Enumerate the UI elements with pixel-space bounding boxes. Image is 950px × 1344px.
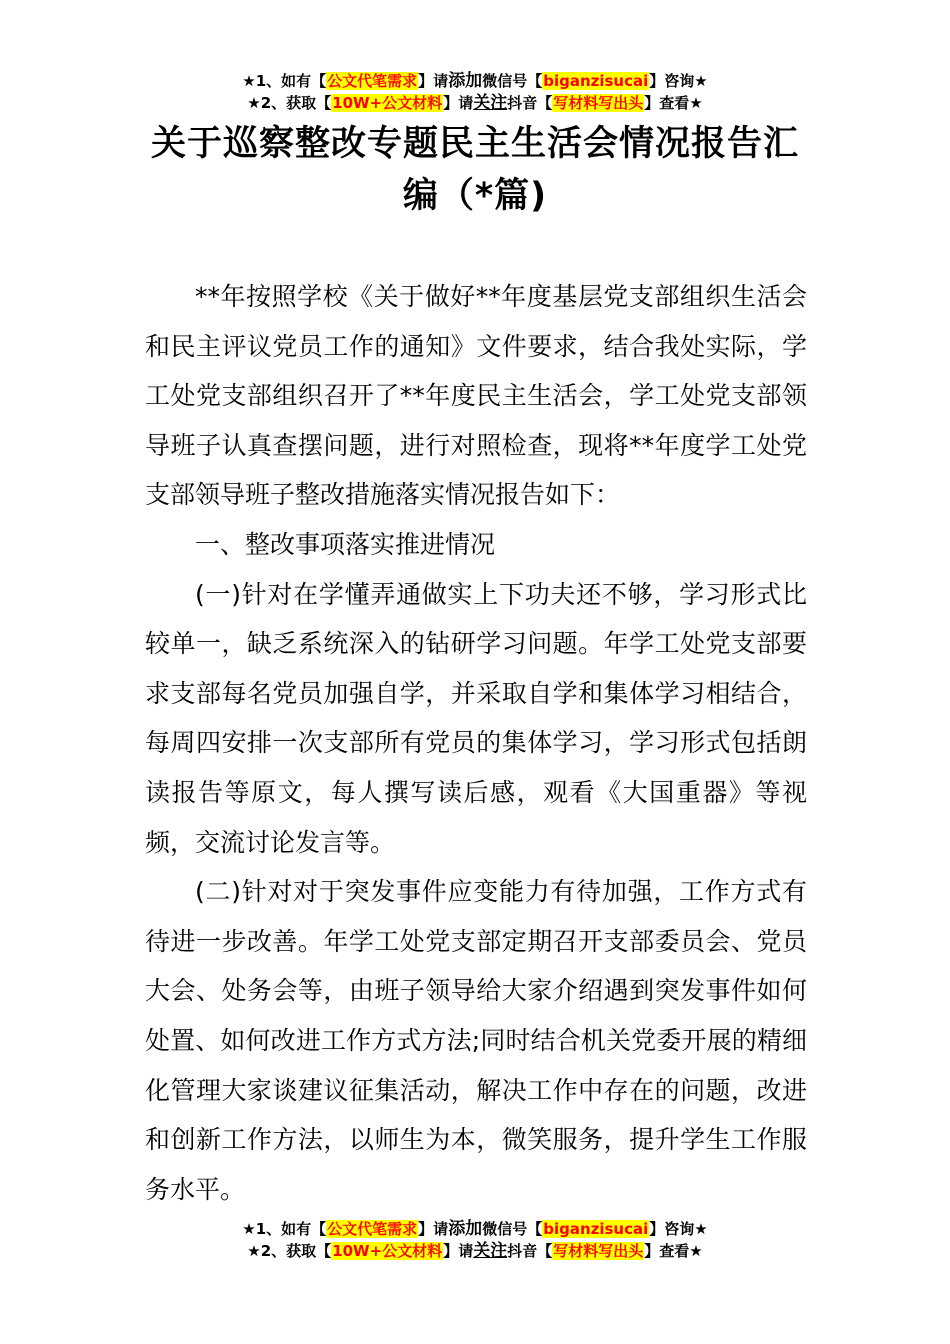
promo-highlight-service: 公文代笔需求	[327, 1220, 418, 1238]
document-title: 关于巡察整改专题民主生活会情况报告汇编（*篇)	[150, 124, 799, 216]
promo-text: 微信号【	[482, 72, 543, 90]
promo-highlight-wechat-id: biganzisucai	[543, 1220, 649, 1238]
promo-text: 】请	[443, 94, 474, 112]
promo-highlight-materials: 10W+公文材料	[332, 94, 443, 112]
promo-text: 】咨询★	[649, 72, 708, 90]
promo-text: ★1、如有【	[242, 72, 327, 90]
footer-promo-banner	[0, 1218, 950, 1262]
promo-text: 】查看★	[644, 1242, 703, 1260]
promo-highlight-service: 公文代笔需求	[327, 72, 418, 90]
promo-line-1	[0, 1218, 950, 1240]
promo-emphasis: 关注	[473, 1241, 508, 1261]
promo-highlight-materials: 10W+公文材料	[332, 1242, 443, 1260]
promo-text: 】请	[418, 72, 449, 90]
promo-highlight-douyin-id: 写材料写出头	[553, 94, 644, 112]
promo-emphasis: 添加	[448, 71, 483, 91]
document-body	[145, 272, 807, 1214]
intro-paragraph: **年按照学校《关于做好**年度基层党支部组织生活会和民主评议党员工作的通知》文件要求，结合我处实际，学工处党支部组织召开了**年度民主生活会，学工处党支部领导班子认真查摆问题，进行对照检查，现将**年度学工处党支部领导班子整改措施落实情况报告如下：	[145, 282, 807, 510]
promo-highlight-wechat-id: biganzisucai	[543, 72, 649, 90]
promo-text: ★2、获取【	[247, 94, 332, 112]
promo-text: 】咨询★	[649, 1220, 708, 1238]
promo-text: ★1、如有【	[242, 1220, 327, 1238]
promo-emphasis: 添加	[448, 1219, 483, 1239]
promo-emphasis: 关注	[473, 93, 508, 113]
section-heading: 一、整改事项落实推进情况	[195, 529, 496, 559]
promo-text: 】查看★	[644, 94, 703, 112]
promo-line-1	[0, 70, 950, 92]
promo-text: 】请	[443, 1242, 474, 1260]
header-promo-banner	[0, 70, 950, 114]
body-paragraph: (二)针对对于突发事件应变能力有待加强，工作方式有待进一步改善。年学工处党支部定期召开支部委员会、党员大会、处务会等，由班子领导给大家介绍遇到突发事件如何处置、如何改进工作方式方法;同时结合机关党委开展的精细化管理大家谈建议征集活动，解决工作中存在的问题，改进和创新工作方法，以师生为本，微笑服务，提升学生工作服务水平。	[145, 877, 807, 1204]
promo-text: ★2、获取【	[247, 1242, 332, 1260]
promo-text: 微信号【	[482, 1220, 543, 1238]
promo-text: 抖音【	[507, 94, 553, 112]
body-paragraph: (一)针对在学懂弄通做实上下功夫还不够，学习形式比较单一，缺乏系统深入的钻研学习问题。年学工处党支部要求支部每名党员加强自学，并采取自学和集体学习相结合，每周四安排一次支部所有党员的集体学习，学习形式包括朗读报告等原文，每人撰写读后感，观看《大国重器》等视频，交流讨论发言等。	[145, 579, 807, 857]
promo-line-2	[0, 92, 950, 114]
promo-line-2	[0, 1240, 950, 1262]
promo-highlight-douyin-id: 写材料写出头	[553, 1242, 644, 1260]
promo-text: 抖音【	[507, 1242, 553, 1260]
promo-text: 】请	[418, 1220, 449, 1238]
